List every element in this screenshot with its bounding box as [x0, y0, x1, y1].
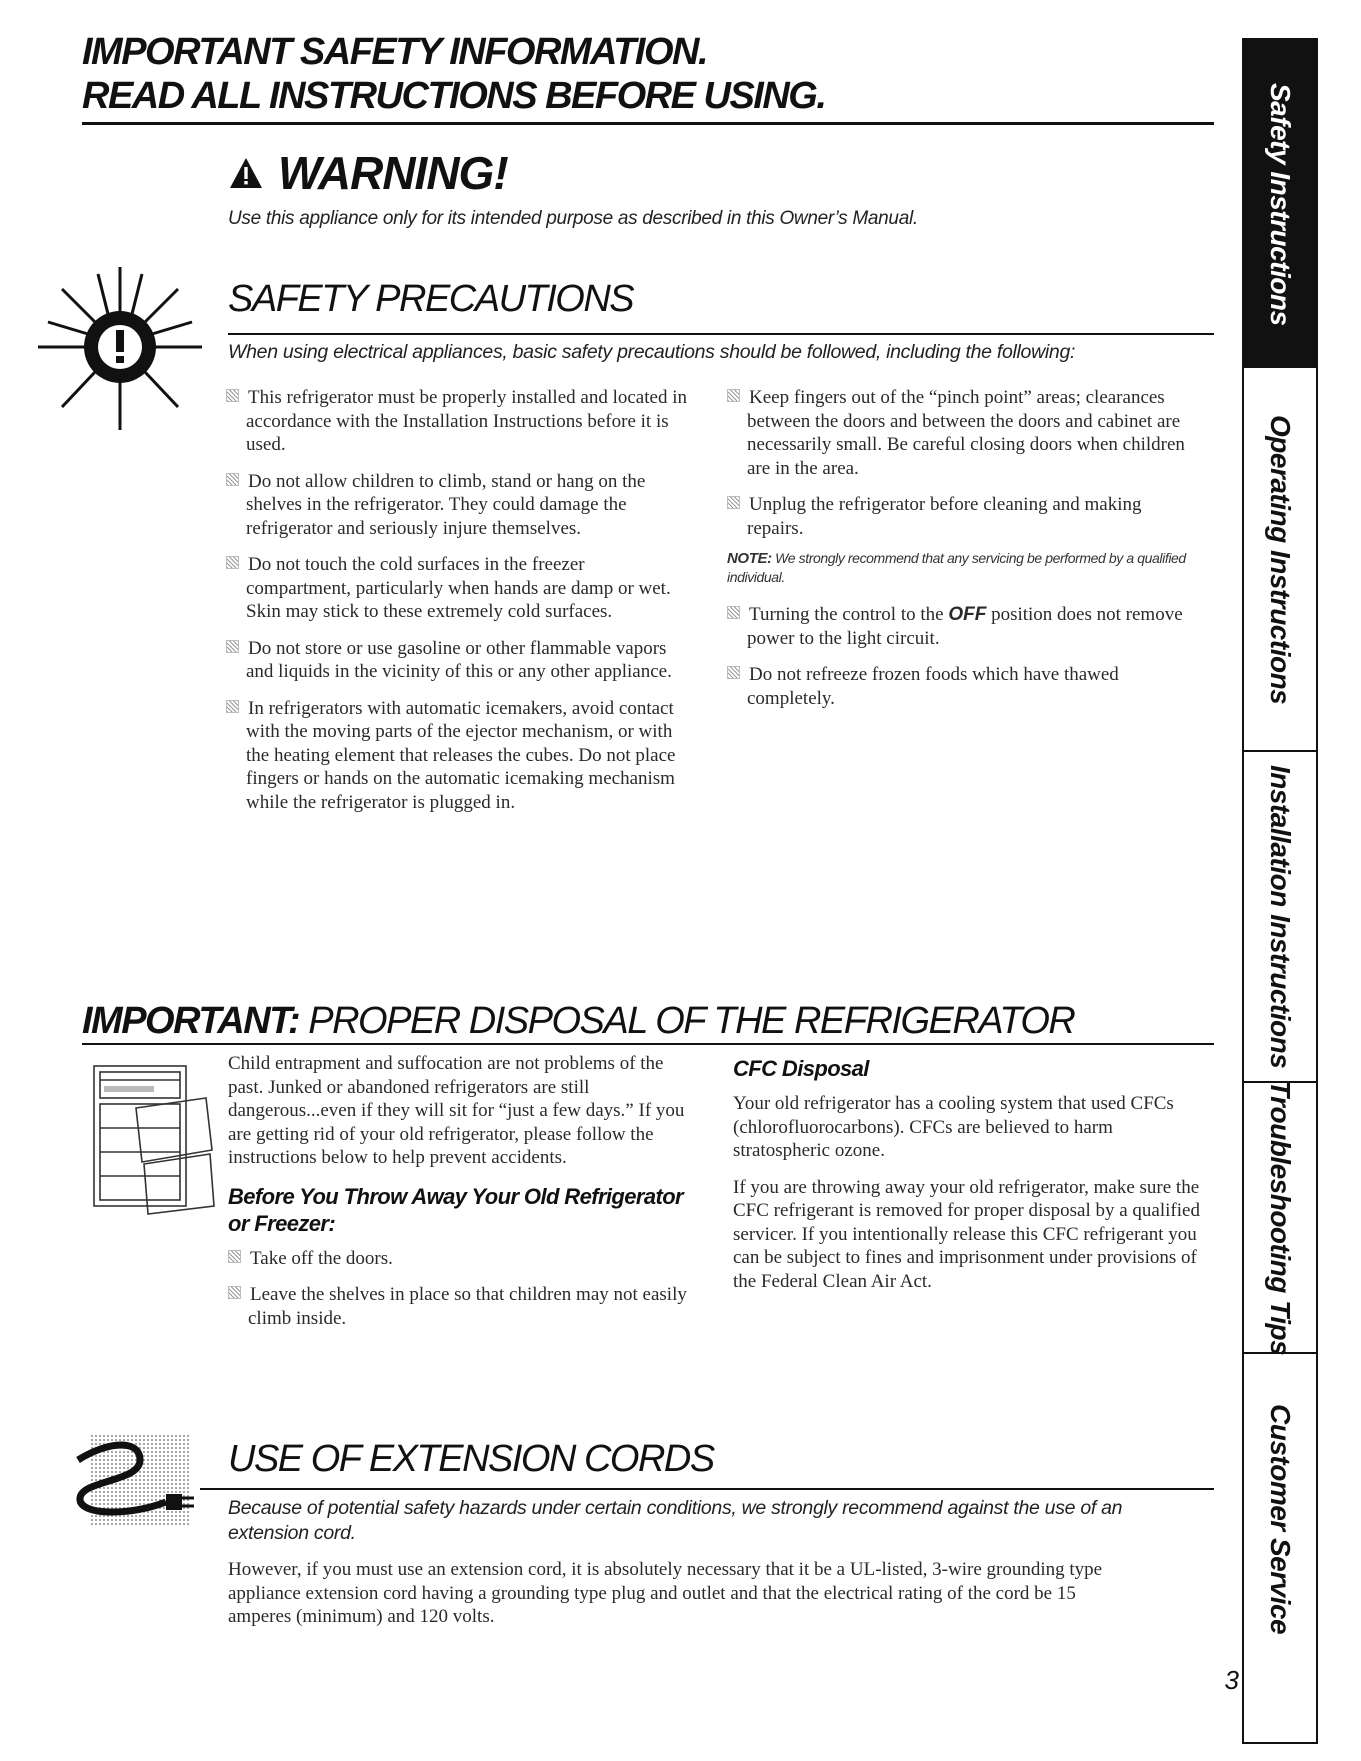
title-line-1: IMPORTANT SAFETY INFORMATION.: [82, 31, 708, 73]
list-item: Do not refreeze frozen foods which have thawed completely.: [727, 663, 1197, 710]
safety-list-left: [226, 386, 692, 827]
tab-customer-service[interactable]: [1244, 1354, 1316, 1684]
tab-troubleshooting-tips[interactable]: [1244, 1080, 1316, 1356]
warning-title: WARNING!: [278, 147, 508, 199]
page-title: [82, 30, 1212, 118]
safety-rule: [228, 333, 1214, 335]
bullet-icon: [226, 473, 239, 486]
list-item: Do not touch the cold surfaces in the freezer compartment, particularly when hands are damp or wet. Skin may stick to these extremely cold surfaces.: [226, 553, 692, 624]
tab-label: Troubleshooting Tips: [1265, 1080, 1296, 1356]
note-text: We strongly recommend that any servicing be performed by a qualified individual.: [727, 550, 1186, 585]
bullet-icon: [226, 389, 239, 402]
list-item: Do not allow children to climb, stand or hang on the shelves in the refrigerator. They could damage the refrigerator and seriously injure themselves.: [226, 470, 692, 541]
cfc-paragraph-1: Your old refrigerator has a cooling system that used CFCs (chlorofluorocarbons). CFCs are believed to harm stratospheric ozone.: [733, 1093, 1174, 1161]
bullet-icon: [228, 1250, 241, 1263]
extension-subtitle: Because of potential safety hazards under certain conditions, we strongly recommend against the use of an extension cord.: [228, 1497, 1123, 1544]
tab-label: Safety Instructions: [1265, 82, 1296, 326]
note-label: NOTE:: [727, 550, 772, 567]
bullet-icon: [727, 666, 740, 679]
tab-operating-instructions[interactable]: [1244, 368, 1316, 752]
extension-title: USE OF EXTENSION CORDS: [228, 1438, 714, 1480]
list-item: Do not store or use gasoline or other flammable vapors and liquids in the vicinity of this or any other appliance.: [226, 637, 692, 684]
disposal-rule: [82, 1043, 1214, 1045]
disposal-title-important: IMPORTANT:: [82, 1000, 300, 1042]
warning-subtitle: Use this appliance only for its intended purpose as described in this Owner’s Manual.: [228, 208, 918, 229]
tab-label: Operating Instructions: [1265, 415, 1296, 705]
bullet-icon: [727, 496, 740, 509]
safety-precautions-subtitle: When using electrical appliances, basic safety precautions should be followed, including the following:: [228, 341, 1076, 363]
extension-rule: [200, 1488, 1214, 1490]
refrigerator-illustration: [86, 1058, 216, 1218]
warning-triangle-icon: [228, 156, 264, 190]
cfc-column: [733, 1055, 1213, 1306]
disposal-title: [82, 1000, 1074, 1043]
safety-list-right: [727, 386, 1197, 723]
note: [727, 549, 1197, 587]
bullet-icon: [226, 640, 239, 653]
bullet-icon: [226, 700, 239, 713]
cfc-paragraph-2: If you are throwing away your old refrigerator, make sure the CFC refrigerant is removed for proper disposal by a qualified servicer. If you intentionally release this CFC refrigerant you can be subject to fines and imprisonment under provisions of the Federal Clean Air Act.: [733, 1176, 1200, 1292]
list-item: Take off the doors.: [228, 1247, 702, 1271]
list-item: In refrigerators with automatic icemakers, avoid contact with the moving parts of the ejector mechanism, or with the heating element that releases the cubes. Do not place fingers or hands on the automatic icemaking mechanism while the refrigerator is plugged in.: [226, 697, 692, 815]
list-item: This refrigerator must be properly installed and located in accordance with the Installation Instructions before it is used.: [226, 386, 692, 457]
disposal-intro: Child entrapment and suffocation are not problems of the past. Junked or abandoned refrigerators are still dangerous...even if they will sit for “just a few days.” If you are getting rid of your old refrigerator, please follow the instructions below to help prevent accidents.: [228, 1053, 685, 1168]
page-number: 3: [1224, 1665, 1239, 1695]
warning-heading: [228, 146, 508, 200]
cfc-heading: CFC Disposal: [733, 1056, 869, 1081]
safety-precautions-title: SAFETY PRECAUTIONS: [228, 278, 634, 320]
disposal-left-column: [228, 1052, 702, 1343]
starburst-exclamation-icon: [30, 262, 210, 437]
side-tab-strip: [1242, 38, 1318, 1744]
list-item: Turning the control to the OFF position does not remove power to the light circuit.: [727, 603, 1197, 650]
list-item: Leave the shelves in place so that children may not easily climb inside.: [228, 1283, 702, 1330]
tab-label: Customer Service: [1265, 1403, 1296, 1635]
header-rule: [82, 122, 1214, 125]
extension-body: However, if you must use an extension cord, it is absolutely necessary that it be a UL-listed, 3-wire grounding type appliance extension cord having a grounding type plug and outlet and that the electrical rating of the cord be 15 amperes (minimum) and 120 volts.: [228, 1559, 1103, 1627]
tab-label: Installation Instructions: [1265, 765, 1296, 1069]
list-item: Unplug the refrigerator before cleaning and making repairs.: [727, 493, 1197, 540]
list-item: Keep fingers out of the “pinch point” areas; clearances between the doors and between the doors and cabinet are necessarily small. Be careful closing doors when children are in the area.: [727, 386, 1197, 480]
bullet-icon: [727, 389, 740, 402]
tab-safety-instructions[interactable]: [1244, 40, 1316, 368]
extension-cord-icon: [70, 1430, 200, 1530]
bullet-icon: [228, 1286, 241, 1299]
bullet-icon: [727, 606, 740, 619]
title-line-2: READ ALL INSTRUCTIONS BEFORE USING.: [82, 75, 826, 117]
off-label: OFF: [948, 604, 987, 625]
before-list: [228, 1247, 702, 1331]
bullet-icon: [226, 556, 239, 569]
tab-installation-instructions[interactable]: [1244, 752, 1316, 1082]
disposal-title-rest: PROPER DISPOSAL OF THE REFRIGERATOR: [308, 1000, 1075, 1042]
before-heading: Before You Throw Away Your Old Refrigerator or Freezer:: [228, 1183, 684, 1236]
